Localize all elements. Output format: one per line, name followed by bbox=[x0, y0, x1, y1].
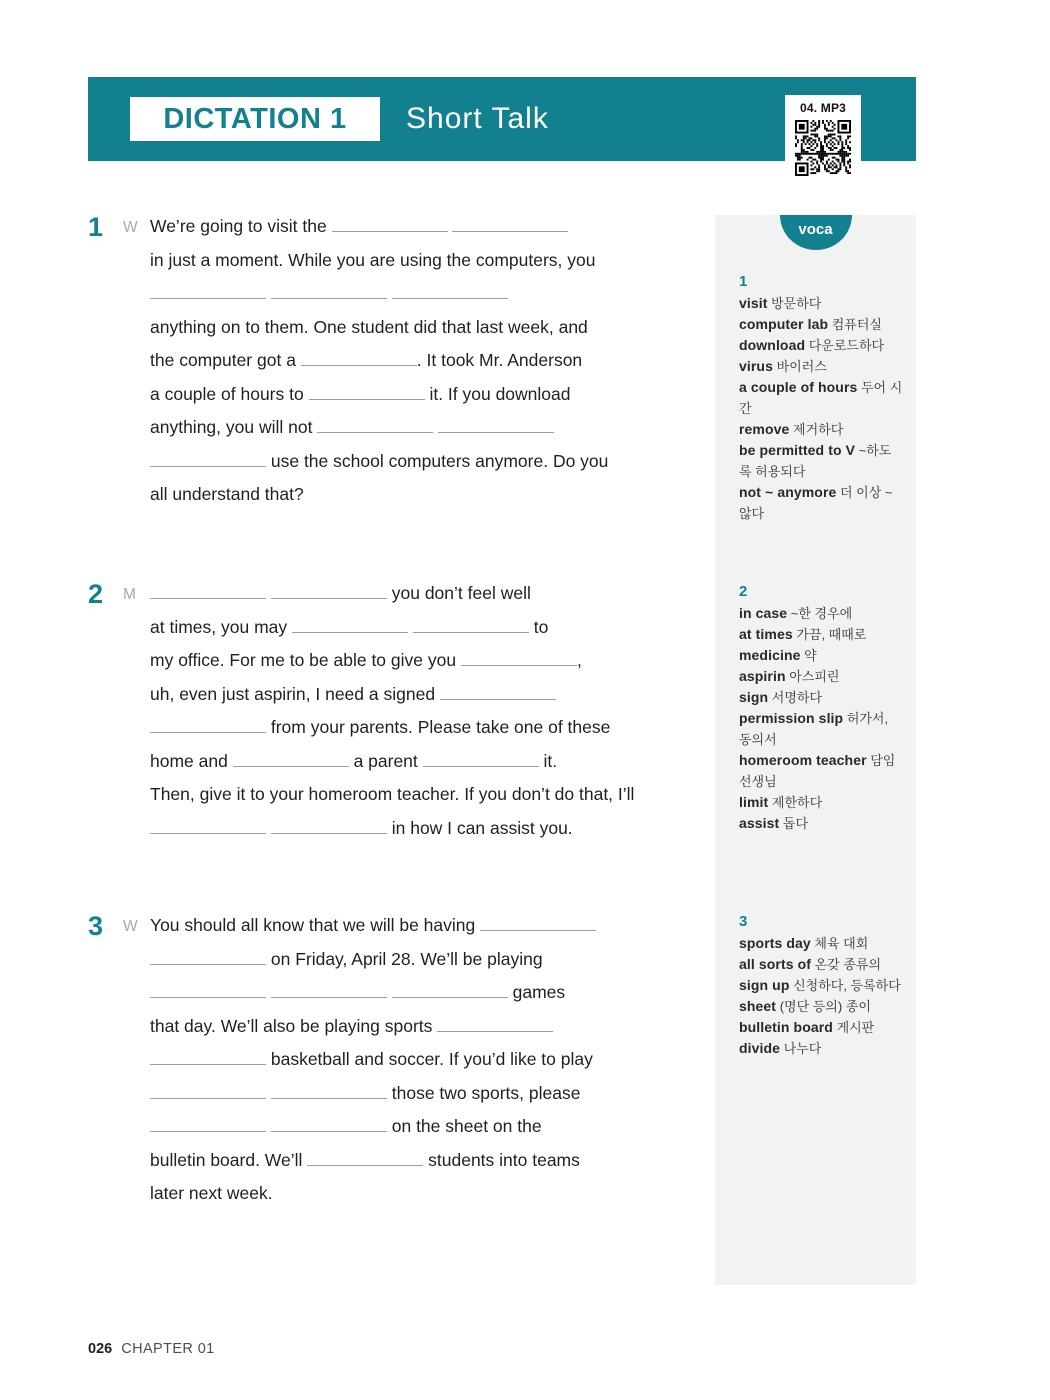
voca-badge: voca bbox=[780, 215, 852, 250]
exercise-lines bbox=[150, 210, 710, 512]
vocab-entry bbox=[739, 603, 903, 624]
vocab-term: permission slip bbox=[739, 710, 844, 726]
vocab-meaning: 아스피린 bbox=[785, 669, 840, 684]
vocab-term: remove bbox=[739, 421, 790, 437]
dictation-badge-label: DICTATION 1 bbox=[163, 102, 347, 135]
speaker-label: W bbox=[123, 918, 138, 935]
blank-field bbox=[150, 1051, 266, 1065]
blank-field bbox=[271, 1118, 387, 1132]
dictation-line: you don’t feel well bbox=[150, 577, 710, 611]
vocab-meaning: ~한 경우에 bbox=[787, 606, 853, 621]
dictation-line: use the school computers anymore. Do you bbox=[150, 445, 710, 479]
blank-field bbox=[150, 984, 266, 998]
speaker-label: W bbox=[123, 219, 138, 236]
dictation-line: anything, you will not bbox=[150, 411, 710, 445]
blank-field bbox=[440, 686, 556, 700]
vocab-meaning: 게시판 bbox=[832, 1020, 875, 1035]
vocab-entry bbox=[739, 1017, 903, 1038]
vocab-term: aspirin bbox=[739, 668, 786, 684]
vocab-entry bbox=[739, 440, 903, 482]
vocab-entry bbox=[739, 482, 903, 524]
vocab-entry bbox=[739, 792, 903, 813]
blank-field bbox=[461, 652, 577, 666]
vocab-entry bbox=[739, 1038, 903, 1059]
vocab-term: sheet bbox=[739, 998, 777, 1014]
vocab-term: medicine bbox=[739, 647, 801, 663]
dictation-line: in how I can assist you. bbox=[150, 812, 710, 846]
vocab-term: virus bbox=[739, 358, 773, 374]
dictation-line: basketball and soccer. If you’d like to play bbox=[150, 1043, 710, 1077]
blank-field bbox=[392, 984, 508, 998]
vocab-meaning: 제거하다 bbox=[789, 422, 844, 437]
vocab-meaning: 다운로드하다 bbox=[805, 338, 885, 353]
vocab-term: in case bbox=[739, 605, 788, 621]
dictation-line: that day. We’ll also be playing sports bbox=[150, 1010, 710, 1044]
vocab-meaning: 체육 대회 bbox=[810, 936, 869, 951]
vocab-entry bbox=[739, 293, 903, 314]
exercise-number: 2 bbox=[88, 579, 104, 609]
page-footer bbox=[88, 1341, 215, 1357]
blank-field bbox=[307, 1152, 423, 1166]
vocab-entry bbox=[739, 624, 903, 645]
vocab-term: be permitted to V bbox=[739, 442, 856, 458]
section-title: Short Talk bbox=[406, 102, 549, 135]
voca-group-3 bbox=[739, 913, 903, 1059]
vocab-entry bbox=[739, 314, 903, 335]
vocab-term: not ~ anymore bbox=[739, 484, 837, 500]
dictation-line: on the sheet on the bbox=[150, 1110, 710, 1144]
speaker-label: M bbox=[123, 586, 136, 603]
vocab-term: download bbox=[739, 337, 806, 353]
vocab-entry bbox=[739, 996, 903, 1017]
blank-field bbox=[150, 1118, 266, 1132]
vocab-term: divide bbox=[739, 1040, 781, 1056]
dictation-badge bbox=[130, 97, 380, 141]
vocab-entry bbox=[739, 335, 903, 356]
vocab-term: computer lab bbox=[739, 316, 829, 332]
dictation-line: Then, give it to your homeroom teacher. If you don’t do that, I’ll bbox=[150, 784, 635, 804]
vocab-entry bbox=[739, 687, 903, 708]
chapter-label: CHAPTER 01 bbox=[121, 1341, 215, 1357]
vocab-entry bbox=[739, 645, 903, 666]
dictation-line: anything on to them. One student did that last week, and bbox=[150, 316, 588, 337]
blank-field bbox=[292, 619, 408, 633]
mp3-label: 04. MP3 bbox=[799, 101, 847, 115]
voca-group-number: 1 bbox=[739, 273, 748, 290]
dictation-line bbox=[150, 277, 710, 311]
vocab-term: sign bbox=[739, 689, 769, 705]
dictation-line: We’re going to visit the bbox=[150, 210, 710, 244]
exercise-number: 3 bbox=[88, 911, 104, 941]
page-number: 026 bbox=[88, 1341, 113, 1357]
blank-field bbox=[150, 719, 266, 733]
blank-field bbox=[150, 453, 266, 467]
dictation-line: home and a parent it. bbox=[150, 750, 558, 771]
vocab-entry bbox=[739, 708, 903, 750]
vocab-entry bbox=[739, 813, 903, 834]
dictation-line: bulletin board. We’ll students into teams bbox=[150, 1149, 580, 1170]
voca-group-number: 2 bbox=[739, 583, 748, 600]
blank-field bbox=[423, 753, 539, 767]
blank-field bbox=[271, 285, 387, 299]
vocab-entry bbox=[739, 419, 903, 440]
exercise-lines bbox=[150, 909, 710, 1211]
vocab-entry bbox=[739, 933, 903, 954]
blank-field bbox=[438, 419, 554, 433]
dictation-line: in just a moment. While you are using the computers, you bbox=[150, 249, 596, 270]
vocab-meaning: 바이러스 bbox=[772, 359, 827, 374]
exercise-number: 1 bbox=[88, 212, 104, 242]
blank-field bbox=[301, 352, 417, 366]
blank-field bbox=[413, 619, 529, 633]
voca-group-2 bbox=[739, 583, 903, 834]
blank-field bbox=[150, 951, 266, 965]
qr-code-icon bbox=[795, 120, 851, 176]
blank-field bbox=[150, 585, 266, 599]
vocab-meaning: 허가서, 동의서 bbox=[739, 711, 889, 747]
vocab-meaning: (명단 등의) 종이 bbox=[776, 999, 871, 1014]
vocab-meaning: 서명하다 bbox=[768, 690, 823, 705]
blank-field bbox=[271, 984, 387, 998]
mp3-qr-box bbox=[785, 95, 861, 194]
vocab-meaning: 가끔, 때때로 bbox=[792, 627, 867, 642]
vocab-term: bulletin board bbox=[739, 1019, 833, 1035]
voca-group-1 bbox=[739, 273, 903, 524]
vocab-entry bbox=[739, 975, 903, 996]
blank-field bbox=[150, 285, 266, 299]
vocab-term: sign up bbox=[739, 977, 790, 993]
vocab-entry bbox=[739, 750, 903, 792]
dictation-line: the computer got a . It took Mr. Anderson bbox=[150, 350, 583, 370]
dictation-line: uh, even just aspirin, I need a signed bbox=[150, 678, 710, 712]
blank-field bbox=[150, 1085, 266, 1099]
dictation-line: a couple of hours to it. If you download bbox=[150, 383, 571, 404]
blank-field bbox=[480, 917, 596, 931]
blank-field bbox=[271, 1085, 387, 1099]
vocab-term: limit bbox=[739, 794, 769, 810]
vocab-meaning: 담임 선생님 bbox=[739, 753, 896, 789]
blank-field bbox=[392, 285, 508, 299]
blank-field bbox=[271, 585, 387, 599]
vocab-term: all sorts of bbox=[739, 956, 811, 972]
vocab-meaning: 제한하다 bbox=[768, 795, 823, 810]
blank-field bbox=[317, 419, 433, 433]
vocab-entry bbox=[739, 666, 903, 687]
vocab-term: at times bbox=[739, 626, 793, 642]
dictation-line: You should all know that we will be having bbox=[150, 909, 710, 943]
exercise-lines bbox=[150, 577, 710, 845]
dictation-line: from your parents. Please take one of these bbox=[150, 711, 710, 745]
vocab-term: assist bbox=[739, 815, 780, 831]
blank-field bbox=[309, 386, 425, 400]
vocab-meaning: 신청하다, 등록하다 bbox=[789, 978, 901, 993]
vocab-term: visit bbox=[739, 295, 768, 311]
vocab-term: a couple of hours bbox=[739, 379, 858, 395]
dictation-line: all understand that? bbox=[150, 484, 304, 504]
vocab-meaning: 컴퓨터실 bbox=[828, 317, 882, 332]
vocab-meaning: 온갖 종류의 bbox=[811, 957, 882, 972]
vocab-meaning: 약 bbox=[800, 648, 817, 663]
blank-field bbox=[437, 1018, 553, 1032]
blank-field bbox=[271, 820, 387, 834]
voca-sidebar bbox=[715, 215, 916, 1285]
vocab-meaning: 두어 시간 bbox=[739, 380, 903, 416]
blank-field bbox=[150, 820, 266, 834]
vocab-entry bbox=[739, 377, 903, 419]
blank-field bbox=[233, 753, 349, 767]
vocab-meaning: 더 이상 ~ 않다 bbox=[739, 485, 893, 521]
vocab-entry bbox=[739, 954, 903, 975]
vocab-meaning: 방문하다 bbox=[767, 296, 822, 311]
vocab-meaning: 나누다 bbox=[780, 1041, 822, 1056]
vocab-meaning: 돕다 bbox=[779, 816, 809, 831]
vocab-entry bbox=[739, 356, 903, 377]
dictation-line: at times, you may to bbox=[150, 616, 549, 637]
blank-field bbox=[332, 218, 448, 232]
vocab-meaning: ~하도록 허용되다 bbox=[739, 443, 892, 479]
dictation-line: on Friday, April 28. We’ll be playing bbox=[150, 943, 710, 977]
dictation-line: later next week. bbox=[150, 1183, 273, 1203]
vocab-term: sports day bbox=[739, 935, 811, 951]
dictation-line: those two sports, please bbox=[150, 1077, 710, 1111]
dictation-line: my office. For me to be able to give you , bbox=[150, 650, 582, 670]
blank-field bbox=[452, 218, 568, 232]
vocab-term: homeroom teacher bbox=[739, 752, 867, 768]
dictation-line: games bbox=[150, 976, 710, 1010]
voca-group-number: 3 bbox=[739, 913, 748, 930]
